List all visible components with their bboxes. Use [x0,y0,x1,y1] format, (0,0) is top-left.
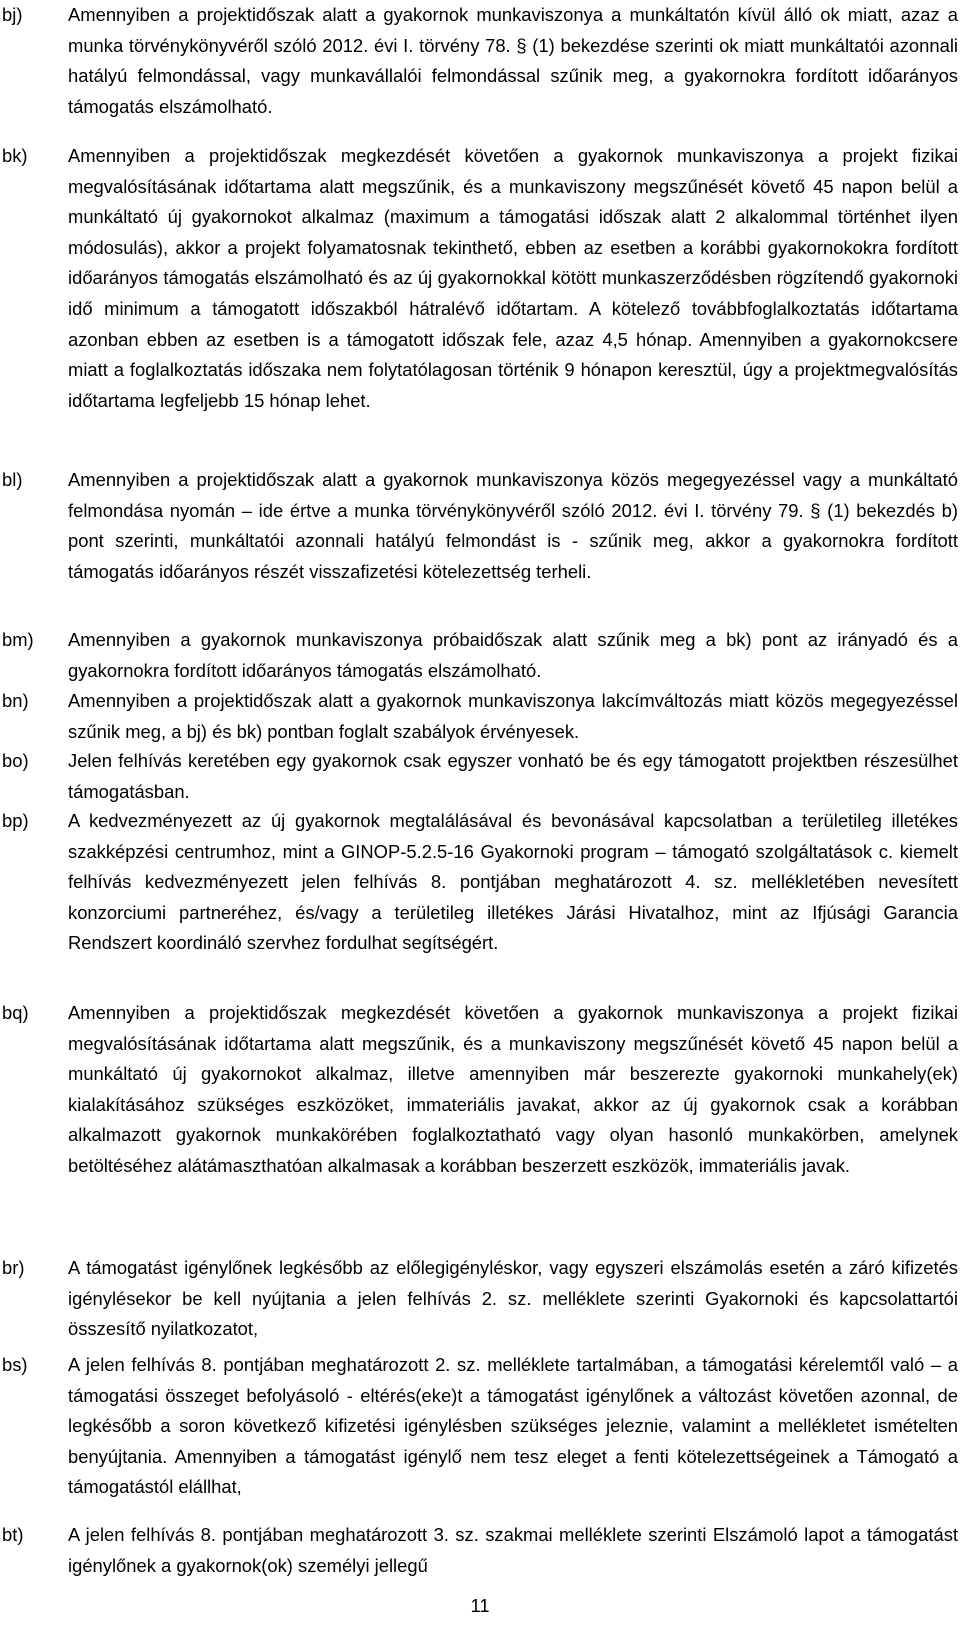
item-label: bq) [2,1002,29,1023]
item-text: A kedvezményezett az új gyakornok megtalálásával és bevonásával kapcsolatban a területileg illetékes szakképzési centrumhoz, mint a GINOP-5.2.5-16 Gyakornoki program – támogató szolgáltatások c. kiemelt felhívás kedvezményezett jelen felhívás 8. pontjában meghatározott 4. sz. mellékletében nevesített konzorciumi partneréhez, és/vagy a területileg illetékes Járási Hivatalhoz, mint az Ifjúsági Garancia Rendszert koordináló szervhez fordulhat segítségért. [68,810,958,954]
list-item-bj [0,0,958,122]
list-item-bl [0,465,958,587]
item-text: A támogatást igénylőnek legkésőbb az előlegigényléskor, vagy egyszeri elszámolás esetén a záró kifizetés igénylésekor be kell nyújtania a jelen felhívás 2. sz. melléklete szerinti Gyakornoki és kapcsolattartói összesítő nyilatkozatot, [68,1257,958,1340]
list-item-bk [0,141,958,416]
list-item-bn [0,686,958,747]
list-item-bq [0,998,958,1182]
item-label: bm) [2,629,34,650]
list-item-bt [0,1520,958,1581]
item-label: br) [2,1257,25,1278]
item-text: A jelen felhívás 8. pontjában meghatározott 2. sz. melléklete tartalmában, a támogatási kérelemtől való – a támogatási összeget befolyásoló - eltérés(eke)t a támogatást igénylőnek a változást követően azonnal, de legkésőbb a soron következő kifizetési igénylésben szükséges jeleznie, valamint a mellékletet ismételten benyújtania. Amennyiben a támogatást igénylő nem tesz eleget a fenti kötelezettségeinek a Támogató a támogatástól elállhat, [68,1354,958,1498]
list-item-bp [0,806,958,959]
item-label: bs) [2,1354,28,1375]
item-text: A jelen felhívás 8. pontjában meghatározott 3. sz. szakmai melléklete szerinti Elszámoló lapot a támogatást igénylőnek a gyakornok(ok) személyi jellegű [68,1524,958,1576]
item-text: Amennyiben a projektidőszak megkezdését követően a gyakornok munkaviszonya a projekt fizikai megvalósításának időtartama alatt megszűnik, és a munkaviszony megszűnését követő 45 napon belül a munkáltató új gyakornokot alkalmaz (maximum a támogatási időszak alatt 2 alkalommal történhet ilyen módosulás), akkor a projekt folyamatosnak tekinthető, ebben az esetben a korábbi gyakornokokra fordított időarányos támogatás elszámolható és az új gyakornokkal kötött munkaszerződésben rögzítendő gyakornoki idő minimum a támogatott időszakból hátralévő időtartam. A kötelező továbbfoglalkoztatás időtartama azonban ebben az esetben is a támogatott időszak fele, azaz 4,5 hónap. Amennyiben a gyakornokcsere miatt a foglalkoztatás időszaka nem folytatólagosan történik 9 hónapon keresztül, úgy a projektmegvalósítás időtartama legfeljebb 15 hónap lehet. [68,145,958,411]
item-label: bk) [2,145,28,166]
list-item-bm [0,625,958,686]
item-text: Jelen felhívás keretében egy gyakornok csak egyszer vonható be és egy támogatott projektben részesülhet támogatásban. [68,750,958,802]
item-label: bl) [2,469,23,490]
item-label: bo) [2,750,29,771]
item-text: Amennyiben a projektidőszak alatt a gyakornok munkaviszonya lakcímváltozás miatt közös megegyezéssel szűnik meg, a bj) és bk) pontban foglalt szabályok érvényesek. [68,690,958,742]
list-item-br [0,1253,958,1345]
item-label: bt) [2,1524,24,1545]
item-label: bn) [2,690,29,711]
item-text: Amennyiben a gyakornok munkaviszonya próbaidőszak alatt szűnik meg a bk) pont az irányadó és a gyakornokra fordított időarányos támogatás elszámolható. [68,629,958,681]
list-item-bo [0,746,958,807]
page-number: 11 [470,1595,490,1616]
item-text: Amennyiben a projektidőszak alatt a gyakornok munkaviszonya a munkáltatón kívül álló ok miatt, azaz a munka törvénykönyvéről szóló 2012. évi I. törvény 78. § (1) bekezdése szerinti ok miatt munkáltatói azonnali hatályú felmondással, vagy munkavállalói felmondással szűnik meg, a gyakornokra fordított időarányos támogatás elszámolható. [68,4,958,117]
list-item-bs [0,1350,958,1503]
item-text: Amennyiben a projektidőszak megkezdését követően a gyakornok munkaviszonya a projekt fizikai megvalósításának időtartama alatt megszűnik, és a munkaviszony megszűnését követő 45 napon belül a munkáltató új gyakornokot alkalmaz, illetve amennyiben már beszerezte gyakornoki munkahely(ek) kialakításához szükséges eszközöket, immateriális javakat, akkor az új gyakornok csak a korábban alkalmazott gyakornok munkakörében foglalkoztatható vagy olyan hasonló munkakörben, amelynek betöltéséhez alátámaszthatóan alkalmasak a korábban beszerzett eszközök, immateriális javak. [68,1002,958,1176]
item-label: bj) [2,4,23,25]
item-label: bp) [2,810,29,831]
item-text: Amennyiben a projektidőszak alatt a gyakornok munkaviszonya közös megegyezéssel vagy a munkáltató felmondása nyomán – ide értve a munka törvénykönyvéről szóló 2012. évi I. törvény 79. § (1) bekezdés b) pont szerinti, munkáltatói azonnali hatályú felmondást is - szűnik meg, akkor a gyakornokra fordított támogatás időarányos részét visszafizetési kötelezettség terheli. [68,469,958,582]
